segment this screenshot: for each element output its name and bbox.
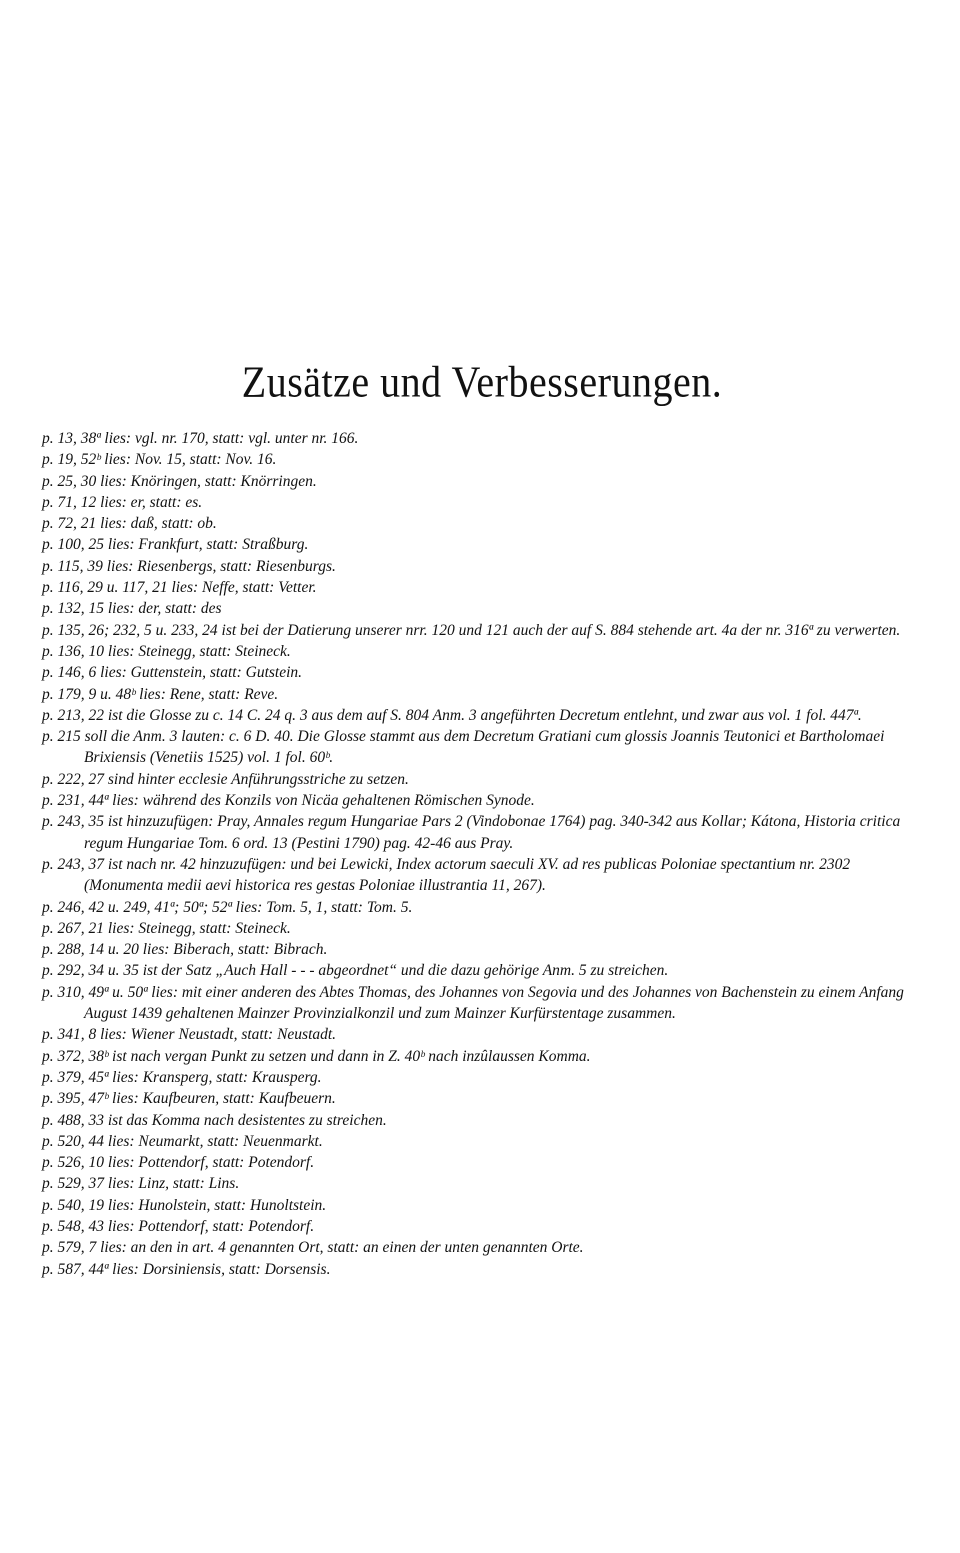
correction-entry: p. 136, 10 lies: Steinegg, statt: Steineck. [42,642,291,660]
correction-entry: p. 135, 26; 232, 5 u. 233, 24 ist bei der Datierung unserer nrr. 120 und 121 auch der auf S. 884 stehende art. 4a der nr. 316ª zu verwerten. [42,621,901,639]
correction-entry: p. 310, 49ª u. 50ª lies: mit einer anderen des Abtes Thomas, des Johannes von Segovia und des Johannes von Bachenstein zu einem Anfang August 1439 gehaltenen Mainzer Provinzialkonzil und zum Mainzer Kurfürstentage zusammen. [42,983,904,1023]
correction-entry: p. 213, 22 ist die Glosse zu c. 14 C. 24 q. 3 aus dem auf S. 804 Anm. 3 angeführten Decretum entlehnt, und zwar aus vol. 1 fol. 447ª. [42,706,862,724]
correction-entry: p. 71, 12 lies: er, statt: es. [42,493,203,511]
correction-entry: p. 526, 10 lies: Pottendorf, statt: Potendorf. [42,1154,315,1172]
correction-entry: p. 488, 33 ist das Komma nach desistentes zu streichen. [42,1111,387,1129]
correction-entry: p. 246, 42 u. 249, 41ª; 50ª; 52ª lies: Tom. 5, 1, statt: Tom. 5. [42,898,413,916]
correction-entry: p. 215 soll die Anm. 3 lauten: c. 6 D. 40. Die Glosse stammt aus dem Decretum Gratiani cum glossis Joannis Teutonici et Bartholomaei Brixiensis (Venetiis 1525) vol. 1 fol. 60ᵇ. [42,728,885,767]
correction-entry: p. 231, 44ª lies: während des Konzils von Nicäa gehaltenen Römischen Synode. [42,792,535,810]
correction-entry: p. 116, 29 u. 117, 21 lies: Neffe, statt: Vetter. [42,579,317,597]
correction-entry: p. 579, 7 lies: an den in art. 4 genannten Ort, statt: an einen der unten genannten Orte. [42,1239,584,1257]
correction-entry: p. 548, 43 lies: Pottendorf, statt: Potendorf. [42,1217,315,1235]
correction-entry: p. 115, 39 lies: Riesenbergs, statt: Riesenburgs. [42,557,336,575]
correction-entry: p. 520, 44 lies: Neumarkt, statt: Neuenmarkt. [42,1132,323,1150]
correction-entry: p. 243, 37 ist nach nr. 42 hinzuzufügen: und bei Lewicki, Index actorum saeculi XV. ad res publicas Poloniae spectantium nr. 2302 (Monumenta medii aevi historica res gestas Poloniae illustrantia 11, 267). [42,855,851,895]
correction-entry: p. 72, 21 lies: daß, statt: ob. [42,515,217,533]
correction-entry: p. 243, 35 ist hinzuzufügen: Pray, Annales regum Hungariae Pars 2 (Vindobonae 1764) pag. 340-342 aus Kollar; Kátona, Historia critica regum Hungariae Tom. 6 ord. 13 (Pestini 1790) pag. 42-46 aus Pray. [42,813,901,852]
correction-entry: p. 222, 27 sind hinter ecclesie Anführungsstriche zu setzen. [42,770,409,788]
correction-entry: p. 395, 47ᵇ lies: Kaufbeuren, statt: Kaufbeuern. [42,1090,336,1108]
correction-entry: p. 100, 25 lies: Frankfurt, statt: Straßburg. [42,536,309,554]
correction-entry: p. 146, 6 lies: Guttenstein, statt: Gutstein. [42,664,303,682]
correction-entry: p. 179, 9 u. 48ᵇ lies: Rene, statt: Reve. [42,685,279,703]
correction-entry: p. 288, 14 u. 20 lies: Biberach, statt: Bibrach. [42,941,328,959]
correction-entry: p. 379, 45ª lies: Kransperg, statt: Krausperg. [42,1068,322,1086]
correction-entry: p. 13, 38ª lies: vgl. nr. 170, statt: vgl. unter nr. 166. [42,430,359,447]
correction-entry: p. 372, 38ᵇ ist nach vergan Punkt zu setzen und dann in Z. 40ᵇ nach inzûlaussen Komma. [42,1047,591,1065]
correction-entry: p. 25, 30 lies: Knöringen, statt: Knörringen. [42,472,317,490]
correction-entry: p. 587, 44ª lies: Dorsiniensis, statt: Dorsensis. [42,1260,331,1278]
correction-entry: p. 341, 8 lies: Wiener Neustadt, statt: Neustadt. [42,1026,337,1044]
corrections-list [42,428,922,1280]
page-title: Zusätze und Verbesserungen. [241,356,723,407]
correction-entry: p. 540, 19 lies: Hunolstein, statt: Hunoltstein. [42,1196,327,1214]
correction-entry: p. 267, 21 lies: Steinegg, statt: Steineck. [42,919,291,937]
correction-entry: p. 529, 37 lies: Linz, statt: Lins. [42,1175,240,1193]
correction-entry: p. 292, 34 u. 35 ist der Satz „Auch Hall - - - abgeordnet“ und die dazu gehörige Anm. 5 zu streichen. [42,962,669,980]
correction-entry: p. 19, 52ᵇ lies: Nov. 15, statt: Nov. 16. [42,451,277,469]
correction-entry: p. 132, 15 lies: der, statt: des [42,600,222,618]
